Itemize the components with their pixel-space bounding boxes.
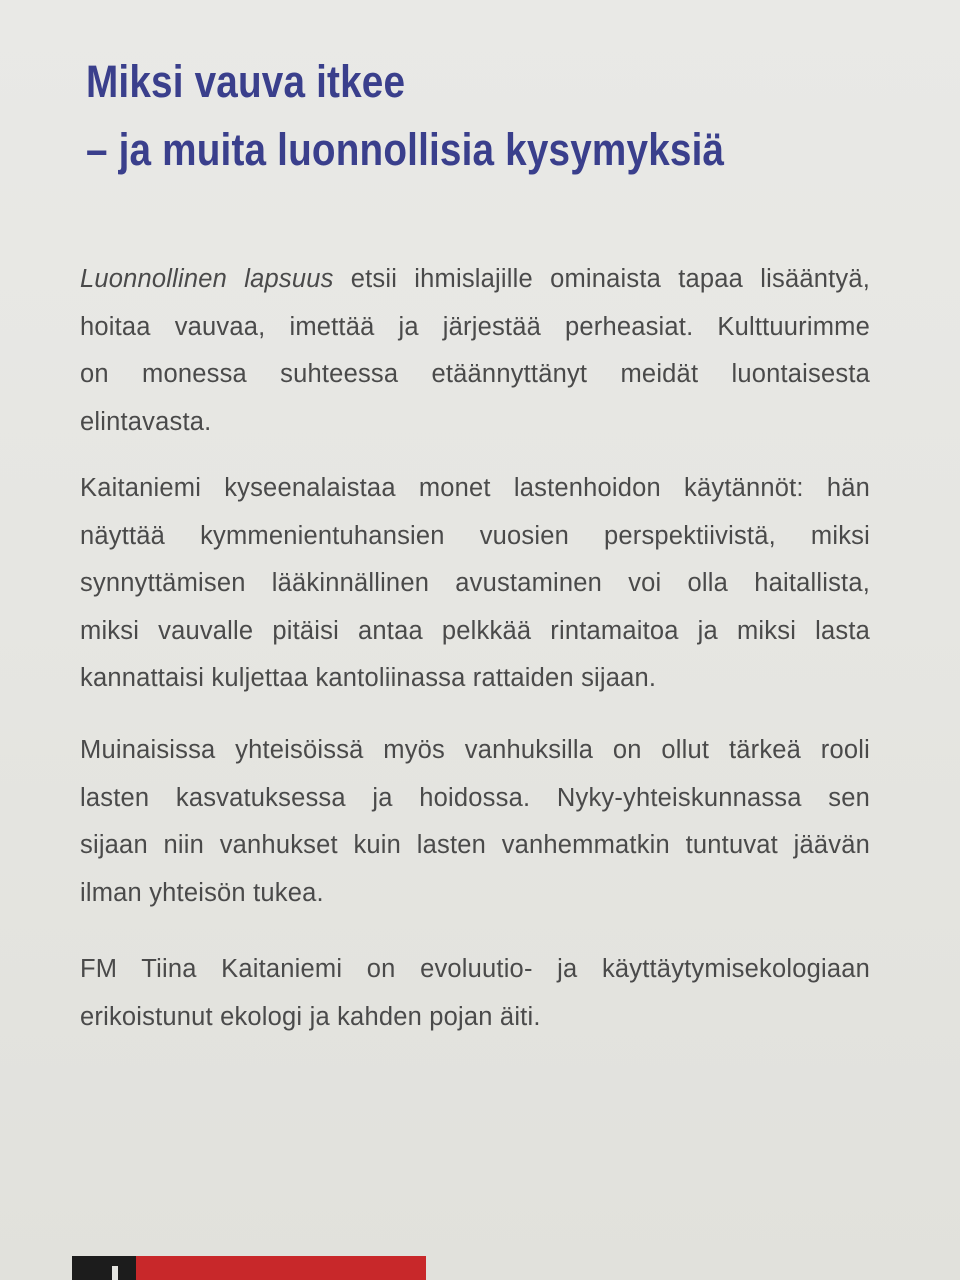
book-title-italic: Luonnollinen lapsuus [80,265,334,293]
paragraph-line: Kaitaniemi kyseenalaistaa monet lastenhoidon käytännöt: hän [80,474,870,502]
paragraph-line: lasten kasvatuksessa ja hoidossa. Nyky-yhteiskunnassa sen [80,783,870,812]
paragraph-practices [80,465,870,703]
paragraph-line: hoitaa vauvaa, imettää ja järjestää perheasiat. Kulttuurimme [80,312,870,341]
paragraph-line: FM Tiina Kaitaniemi on evoluutio- ja käyttäytymisekologiaan [80,955,870,983]
paragraph-line [80,256,870,304]
paragraph-line: sijaan niin vanhukset kuin lasten vanhemmatkin tuntuvat jäävän [80,831,870,859]
title-line-1: Miksi vauva itkee [86,56,406,107]
paragraph-line: miksi vauvalle pitäisi antaa pelkkää rintamaitoa ja miksi lasta [80,616,870,645]
title-line-2: – ja muita luonnollisia kysymyksiä [86,124,725,175]
paragraph-author-bio [80,946,870,1041]
cover-title [86,48,724,184]
paragraph-line: elintavasta. [80,407,212,436]
paragraph-line: näyttää kymmenientuhansien vuosien perspektiivistä, miksi [80,521,870,550]
paragraph-line: erikoistunut ekologi ja kahden pojan äiti. [80,1002,541,1031]
paragraph-intro [80,256,870,446]
paragraph-line: Muinaisissa yhteisöissä myös vanhuksilla on ollut tärkeä rooli [80,736,870,764]
paragraph-line-text: etsii ihmislajille ominaista tapaa lisääntyä, [333,265,870,293]
paragraph-line: ilman yhteisön tukea. [80,878,324,907]
publisher-bar-black-segment [72,1256,136,1280]
publisher-color-bar [72,1256,426,1280]
paragraph-line: on monessa suhteessa etäännyttänyt meidät luontaisesta [80,360,870,388]
paragraph-line: kannattaisi kuljettaa kantoliinassa rattaiden sijaan. [80,664,657,692]
paragraph-line: synnyttämisen lääkinnällinen avustaminen voi olla haitallista, [80,569,870,597]
paragraph-elders [80,727,870,917]
